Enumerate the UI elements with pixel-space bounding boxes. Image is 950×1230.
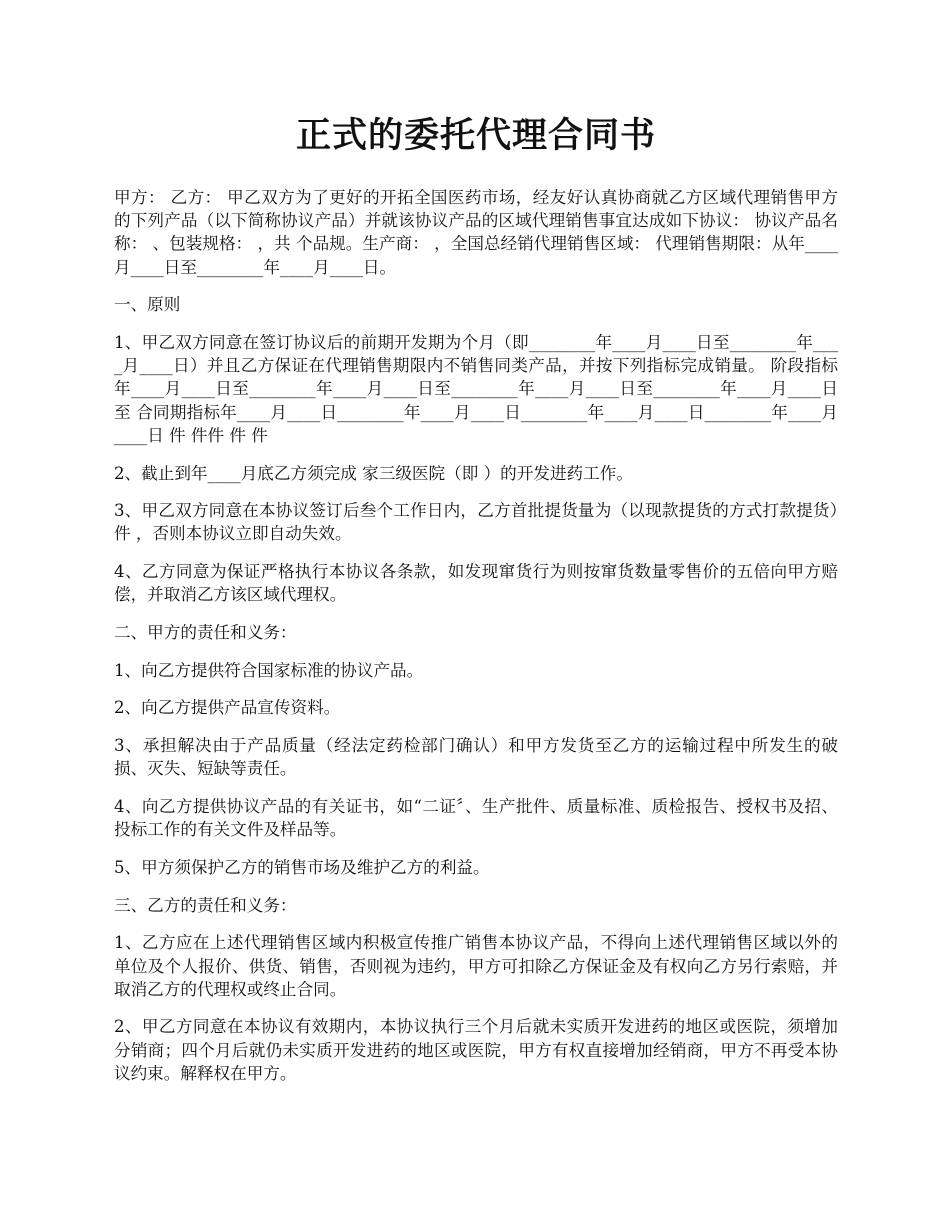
principle-clause-1: 1、甲乙双方同意在签订协议后的前期开发期为个月（即________年____月____日至________年____月____日）并且乙方保证在代理销售期限内不销售同类产品，并按下列指标完成销量。 阶段指标年____月____日至________年____月____日至________年____月____日至________年____月____日至 合同期指标年____月____日________年____月____日________年____月____日________年____月____日 件 件件 件 件 (114, 333, 838, 445)
party-b-clause-1: 1、乙方应在上述代理销售区域内积极宣传推广销售本协议产品，不得向上述代理销售区域以外的单位及个人报价、供货、销售，否则视为违约，甲方可扣除乙方保证金及有权向乙方另行索赔，并取消乙方的代理权或终止合同。 (114, 933, 838, 999)
section-heading-principles: 一、原则 (114, 295, 181, 315)
principle-clause-3: 3、甲乙双方同意在本协议签订后叁个工作日内，乙方首批提货量为（以现款提货的方式打款提货）件 ，否则本协议立即自动失效。 (114, 501, 838, 544)
section-heading-party-b-duties: 三、乙方的责任和义务： (114, 895, 297, 915)
party-b-clause-2: 2、甲乙方同意在本协议有效期内，本协议执行三个月后就未实质开发进药的地区或医院，须增加分销商；四个月后就仍未实质开发进药的地区或医院，甲方有权直接增加经销商，甲方不再受本协议约束。解释权在甲方。 (114, 1017, 838, 1083)
party-a-clause-5: 5、甲方须保护乙方的销售市场及维护乙方的利益。 (114, 857, 490, 877)
section-heading-party-a-duties: 二、甲方的责任和义务： (114, 623, 297, 643)
principle-clause-2: 2、截止到年____月底乙方须完成 家三级医院（即 ）的开发进药工作。 (114, 463, 633, 483)
principle-clause-4: 4、乙方同意为保证严格执行本协议各条款，如发现窜货行为则按窜货数量零售价的五倍向甲方赔偿，并取消乙方该区域代理权。 (114, 562, 838, 605)
document-page (114, 0, 838, 1085)
party-a-clause-2: 2、向乙方提供产品宣传资料。 (114, 698, 341, 718)
party-a-clause-4: 4、向乙方提供协议产品的有关证书，如“二证〞、生产批件、质量标准、质检报告、授权书及招、投标工作的有关文件及样品等。 (114, 797, 838, 840)
party-a-clause-1: 1、向乙方提供符合国家标准的协议产品。 (114, 660, 424, 680)
party-a-clause-3: 3、承担解决由于产品质量（经法定药检部门确认）和甲方发货至乙方的运输过程中所发生的破损、灭失、短缺等责任。 (114, 736, 838, 779)
document-title: 正式的委托代理合同书 (295, 115, 656, 156)
intro-paragraph: 甲方： 乙方： 甲乙双方为了更好的开拓全国医药市场，经友好认真协商就乙方区域代理销售甲方的下列产品（以下简称协议产品）并就该协议产品的区域代理销售事宜达成如下协议： 协议产品名称： 、包装规格： ，共 个品规。生产商： ，全国总经销代理销售区域： 代理销售期限：从年____月____日至________年____月____日。 (114, 188, 838, 277)
